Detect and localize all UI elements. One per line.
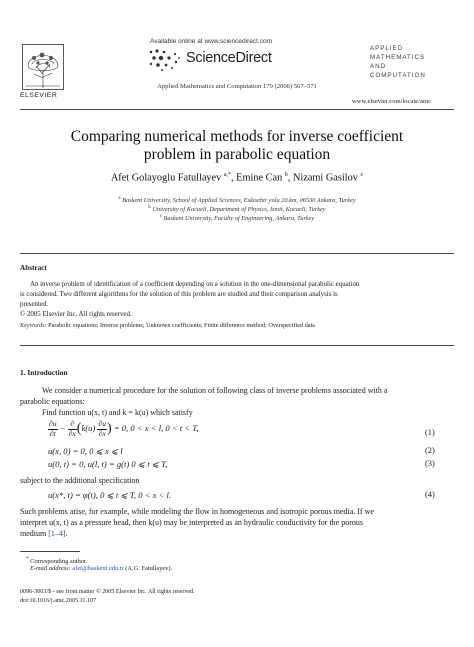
fraction: $\frac{\partial}{\partial x}$ xyxy=(68,419,76,438)
fraction: $\frac{\partial u}{\partial t}$ xyxy=(49,419,57,438)
header-divider xyxy=(20,109,454,110)
paragraph-text: . xyxy=(65,529,68,538)
sciencedirect-wordmark: ScienceDirect xyxy=(186,50,272,66)
elsevier-wordmark: ELSEVIER xyxy=(20,92,58,99)
author-name: Nizami Gasilov xyxy=(292,172,358,184)
paragraph-line: parabolic equations: xyxy=(20,397,85,406)
affiliation-marker: b xyxy=(148,205,151,210)
equation-number: (4) xyxy=(425,490,435,499)
footnote-text: Corresponding author. xyxy=(30,558,88,566)
footnote-marker: * xyxy=(26,556,29,562)
author-list: Afet Golayoglu Fatullayev $^{a,*}$, Emine Can $^b$, Nizami Gasilov $^c$ xyxy=(110,172,364,184)
abstract-top-divider xyxy=(20,253,454,254)
title-line: Comparing numerical methods for inverse coefficient xyxy=(70,128,404,145)
affiliation xyxy=(0,205,474,213)
affiliation-marker: c xyxy=(159,214,162,219)
footnote-email xyxy=(30,565,172,572)
paragraph-line xyxy=(20,528,454,539)
copyright-line: © 2005 Elsevier Inc. All rights reserved. xyxy=(20,311,132,318)
author-affil-marker: c xyxy=(360,172,364,178)
footnote-divider xyxy=(20,551,80,552)
intro-paragraph xyxy=(20,385,454,418)
journal-logo-line: AND xyxy=(370,63,387,70)
doi-line[interactable]: doi:10.1016/j.amc.2005.11.107 xyxy=(20,598,97,604)
abstract-line: presented. xyxy=(20,301,49,308)
keywords-label: Keywords: xyxy=(20,322,47,329)
abstract-bottom-divider xyxy=(20,345,454,346)
author-name: Emine Can xyxy=(236,172,283,184)
equation-1: $\frac{\partial u}{\partial t}$ − $\frac{\partial}{\partial x}$ (k(u) $\frac{\partial u}{\partial x}$ ) = 0, 0 < x < l, 0 < t < T, xyxy=(49,419,199,438)
equation-3: u(0, t) = 0, u(l, t) = g(t) 0 ⩽ t ⩽ T, xyxy=(48,459,168,469)
article-title xyxy=(0,128,474,164)
reference-link[interactable]: [1–4] xyxy=(48,529,66,538)
footnote-corresponding xyxy=(26,556,87,565)
intro-paragraph-2 xyxy=(20,506,454,539)
affiliation-marker: a xyxy=(118,196,121,201)
abstract-heading: Abstract xyxy=(20,264,47,272)
author-name: Afet Golayoglu Fatullayev xyxy=(110,172,222,184)
affiliation xyxy=(0,214,474,222)
paragraph-line: Such problems arise, for example, while modeling the flow in homogeneous and isotropic porous media. If we xyxy=(20,507,374,516)
author-affil-marker: a,* xyxy=(223,172,232,178)
equation-number: (3) xyxy=(425,459,435,468)
keywords xyxy=(20,322,315,329)
keywords-list: Parabolic equations; Inverse problems; Unknown coefficients; Finite difference method; Overspecified data xyxy=(48,322,315,329)
journal-logo-line: APPLIED xyxy=(370,45,404,52)
email-link[interactable]: afet@baskent.edu.tr xyxy=(72,565,124,572)
sciencedirect-logo-icon xyxy=(147,48,183,72)
equation-4: u(x*, t) = φ(t), 0 ⩽ t ⩽ T, 0 < x < l. xyxy=(48,490,172,500)
email-label: E-mail address: xyxy=(30,565,71,572)
equation-2: u(x, 0) = 0, 0 ⩽ x ⩽ l xyxy=(48,446,123,456)
affiliation-text: Baskent University, School of Applied Sciences, Eskisehir yolu 20.km, 06530 Ankara, Turkey xyxy=(122,197,356,205)
title-line: problem in parabolic equation xyxy=(143,146,331,163)
section-heading: 1. Introduction xyxy=(20,368,68,377)
equation-rest: = 0, 0 < x < l, 0 < t < T, xyxy=(113,422,199,433)
affiliation xyxy=(0,196,474,204)
paragraph-line: interpret u(x, t) as a pressure head, then k(u) may be interpreted as an hydraulic conductivity for the porous xyxy=(20,518,363,527)
subject-line: subject to the additional specification xyxy=(20,476,140,485)
issn-line: 0096-3003/$ - see front matter © 2005 Elsevier Inc. All rights reserved. xyxy=(20,589,195,595)
paragraph-text: medium xyxy=(20,529,49,538)
author-affil-marker: b xyxy=(284,172,288,178)
affiliation-text: Baskent University, Faculty of Engineering, Ankara, Turkey xyxy=(163,215,315,223)
equation-number: (1) xyxy=(425,428,435,437)
abstract-body xyxy=(20,280,454,320)
available-online-text: Available online at www.sciencedirect.com xyxy=(150,38,272,45)
abstract-line: is considered. Two different algorithms for the solution of this problem are studied and their comparison analysis is xyxy=(20,291,338,298)
journal-logo-line: MATHEMATICS xyxy=(370,54,426,61)
equation-number: (2) xyxy=(425,446,435,455)
paragraph-line: We consider a numerical procedure for the solution of following class of inverse problems associated with a xyxy=(42,386,388,395)
fraction: $\frac{\partial u}{\partial x}$ xyxy=(98,419,107,438)
email-tail: (A.G. Fatullayev). xyxy=(125,565,173,572)
abstract-line: An inverse problem of identification of a coefficient depending on a solution in the one-dimensional parabolic equation xyxy=(30,281,360,288)
affiliation-text: University of Kocaeli, Department of Physics, Izmit, Kocaeli, Turkey xyxy=(152,206,326,214)
journal-url-link[interactable]: www.elsevier.com/locate/amc xyxy=(352,98,432,105)
journal-citation: Applied Mathematics and Computation 179 (2006) 567–571 xyxy=(157,83,317,90)
paragraph-line: Find function u(x, t) and k = k(u) which satisfy xyxy=(42,408,193,417)
journal-logo-line: COMPUTATION xyxy=(370,72,426,79)
